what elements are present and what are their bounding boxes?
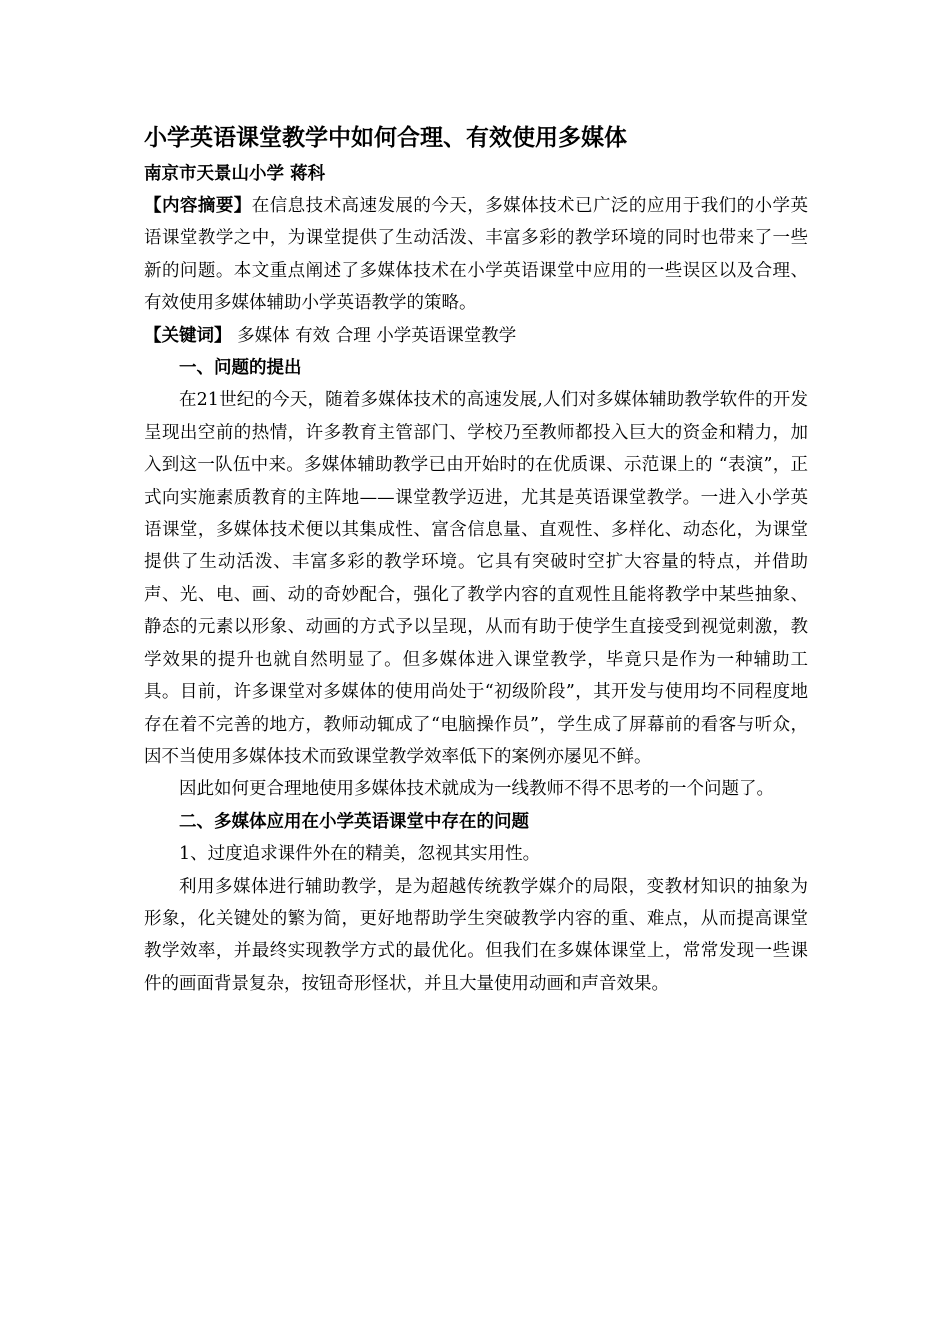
abstract-paragraph [144, 190, 808, 320]
keywords-label: 【关键词】 [144, 325, 232, 346]
section2-subheading-1: 1、过度追求课件外在的精美，忽视其实用性。 [179, 844, 541, 865]
section2-heading: 二、多媒体应用在小学英语课堂中存在的问题 [179, 811, 529, 832]
document-body [144, 118, 808, 1000]
section2-paragraph-1: 利用多媒体进行辅助教学，是为超越传统教学媒介的局限，变教材知识的抽象为形象，化关键处的繁为简，更好地帮助学生突破教学内容的重、难点，从而提高课堂教学效率，并最终实现教学方式的最优化。但我们在多媒体课堂上，常常发现一些课件的画面背景复杂，按钮奇形怪状，并且大量使用动画和声音效果。 [144, 876, 808, 994]
section1-heading: 一、问题的提出 [179, 358, 302, 379]
abstract-label: 【内容摘要】 [144, 196, 252, 216]
keywords-paragraph [144, 320, 808, 352]
document-title: 小学英语课堂教学中如何合理、有效使用多媒体 [144, 124, 627, 151]
keywords-text: 多媒体 有效 合理 小学英语课堂教学 [231, 325, 517, 346]
document-author: 南京市天景山小学 蒋科 [144, 164, 326, 184]
abstract-text: 在信息技术高速发展的今天，多媒体技术已广泛的应用于我们的小学英语课堂教学之中，为课堂提供了生动活泼、丰富多彩的教学环境的同时也带来了一些新的问题。本文重点阐述了多媒体技术在小学英语课堂中应用的一些误区以及合理、有效使用多媒体辅助小学英语教学的策略。 [144, 196, 808, 314]
section1-paragraph-1: 在21世纪的今天，随着多媒体技术的高速发展,人们对多媒体辅助教学软件的开发呈现出空前的热情，许多教育主管部门、学校乃至教师都投入巨大的资金和精力，加入到这一队伍中来。多媒体辅助教学已由开始时的在优质课、示范课上的 “表演”，正式向实施素质教育的主阵地——课堂教学迈进，尤其是英语课堂教学。一进入小学英语课堂，多媒体技术便以其集成性、富含信息量、直观性、多样化、动态化，为课堂提供了生动活泼、丰富多彩的教学环境。它具有突破时空扩大容量的特点，并借助声、光、电、画、动的奇妙配合，强化了教学内容的直观性且能将教学中某些抽象、静态的元素以形象、动画的方式予以呈现，从而有助于使学生直接受到视觉刺激，教学效果的提升也就自然明显了。但多媒体进入课堂教学，毕竟只是作为一种辅助工具。目前，许多课堂对多媒体的使用尚处于“初级阶段”，其开发与使用均不同程度地存在着不完善的地方，教师动辄成了“电脑操作员”，学生成了屏幕前的看客与听众，因不当使用多媒体技术而致课堂教学效率低下的案例亦屡见不鲜。 [144, 390, 808, 767]
section1-paragraph-2: 因此如何更合理地使用多媒体技术就成为一线教师不得不思考的一个问题了。 [179, 779, 774, 800]
